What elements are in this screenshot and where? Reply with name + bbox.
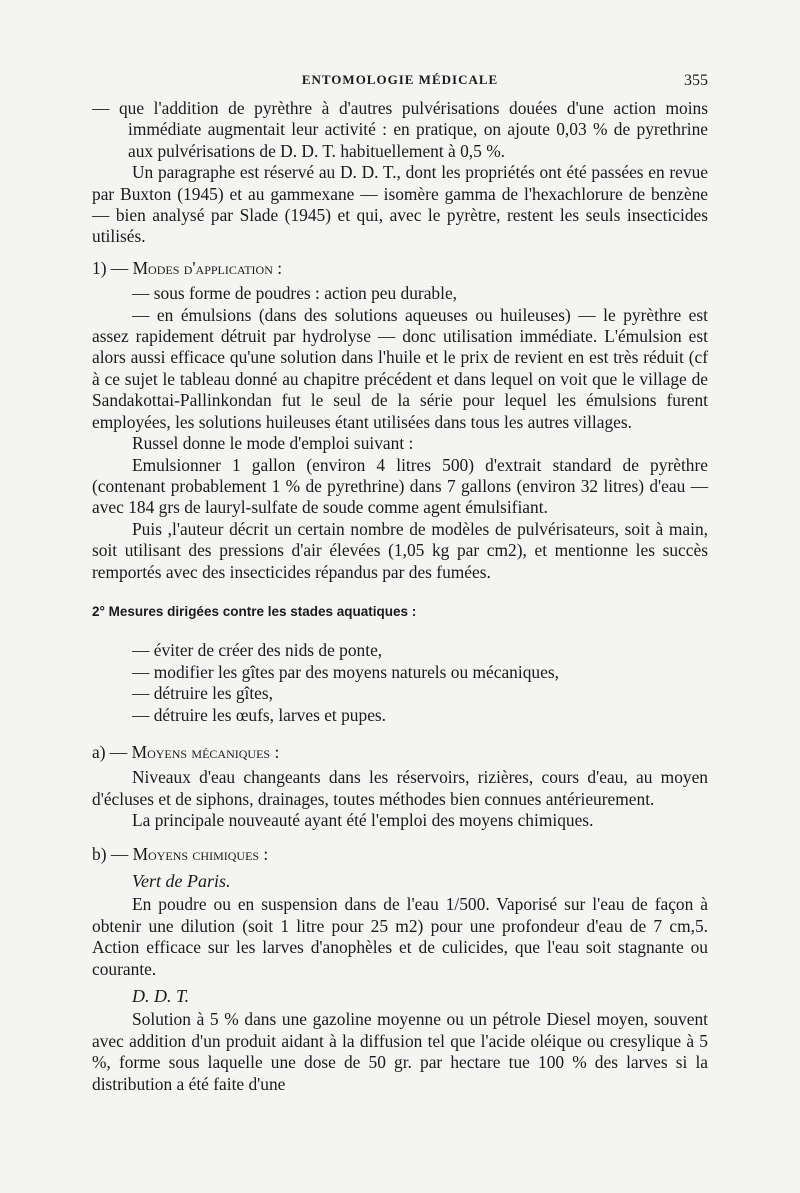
paragraph: Emulsionner 1 gallon (environ 4 litres 500) d'extrait standard de pyrèthre (contenant probablement 1 % de pyrethrine) dans 7 gallons (environ 32 litres) d'eau — avec 184 grs de lauryl-sulfate de soude comme agent émulsifiant. (92, 454, 708, 518)
paragraph: — en émulsions (dans des solutions aqueuses ou huileuses) — le pyrèthre est assez rapidement détruit par hydrolyse — donc utilisation immédiate. L'émulsion est alors aussi efficace qu'une solution dans l'huile et le prix de revient en est très réduit (cf à ce sujet le tableau donné au chapitre précédent et dans lequel on voit que le village de Sandakottai-Pallinkondan fut le seul de la série pour lequel les émulsions furent employées, les solutions huileuses étant utilisées dans tous les autres villages. (92, 304, 708, 432)
section-heading (92, 258, 708, 279)
subheading: Vert de Paris. (132, 871, 231, 891)
paragraph: Russel donne le mode d'emploi suivant : (132, 433, 414, 454)
section-label: Moyens mécaniques : (131, 741, 280, 762)
section-heading (92, 844, 708, 865)
paragraph: La principale nouveauté ayant été l'emploi des moyens chimiques. (132, 810, 594, 831)
subheading: D. D. T. (132, 986, 190, 1007)
section-number: a) — (92, 741, 128, 762)
paragraph: — que l'addition de pyrèthre à d'autres pulvérisations douées d'une action moins immédiate augmentait leur activité : en pratique, on ajoute 0,03 % de pyrethrine aux pulvérisations de D. D. T. habituellement à 0,5 %. (92, 98, 708, 161)
paragraph: En poudre ou en suspension dans de l'eau 1/500. Vaporisé sur l'eau de façon à obtenir une dilution (soit 1 litre pour 25 m2) pour une profondeur d'eau de 7 cm,5. Action efficace sur les larves d'anophèles et de culicides, que l'eau soit stagnante ou courante. (92, 894, 708, 979)
section-label: Moyens chimiques : (132, 843, 269, 864)
section-heading: 2° Mesures dirigées contre les stades aquatiques : (92, 603, 417, 619)
paragraph: Niveaux d'eau changeants dans les réservoirs, rizières, cours d'eau, au moyen d'écluses et de siphons, drainages, toutes méthodes bien connues antérieurement. (92, 767, 708, 809)
paragraph: Puis ,l'auteur décrit un certain nombre de modèles de pulvérisateurs, soit à main, soit utilisant des pressions d'air élevées (1,05 kg par cm2), et mentionne les succès remportés avec des insecticides répandus par des fumées. (92, 518, 708, 582)
list-item: — détruire les gîtes, (132, 683, 274, 704)
page-number: 355 (684, 72, 708, 89)
list-item: — détruire les œufs, larves et pupes. (132, 704, 387, 725)
section-label: Modes d'application : (132, 257, 283, 278)
running-title: ENTOMOLOGIE MÉDICALE (301, 72, 499, 87)
running-header (92, 72, 708, 98)
paragraph: Solution à 5 % dans une gazoline moyenne ou un pétrole Diesel moyen, souvent avec addition d'un produit aidant à la diffusion tel que l'acide oléique ou cresylique à 5 %, forme sous laquelle une dose de 50 gr. par hectare tue 100 % des larves si la distribution a été faite d'une (92, 1009, 708, 1094)
list-item: — modifier les gîtes par des moyens naturels ou mécaniques, (132, 661, 559, 682)
paragraph: — sous forme de poudres : action peu durable, (132, 283, 458, 304)
section-number: 1) — (92, 257, 129, 278)
paragraph: Un paragraphe est réservé au D. D. T., dont les propriétés ont été passées en revue par Buxton (1945) et au gammexane — isomère gamma de l'hexachlorure de benzène — bien analysé par Slade (1945) et qui, avec le pyrètre, restent les seuls insecticides utilisés. (92, 162, 708, 247)
body-text (92, 98, 708, 1095)
section-heading (92, 742, 708, 763)
section-number: b) — (92, 843, 129, 864)
list-item: — éviter de créer des nids de ponte, (132, 640, 383, 661)
